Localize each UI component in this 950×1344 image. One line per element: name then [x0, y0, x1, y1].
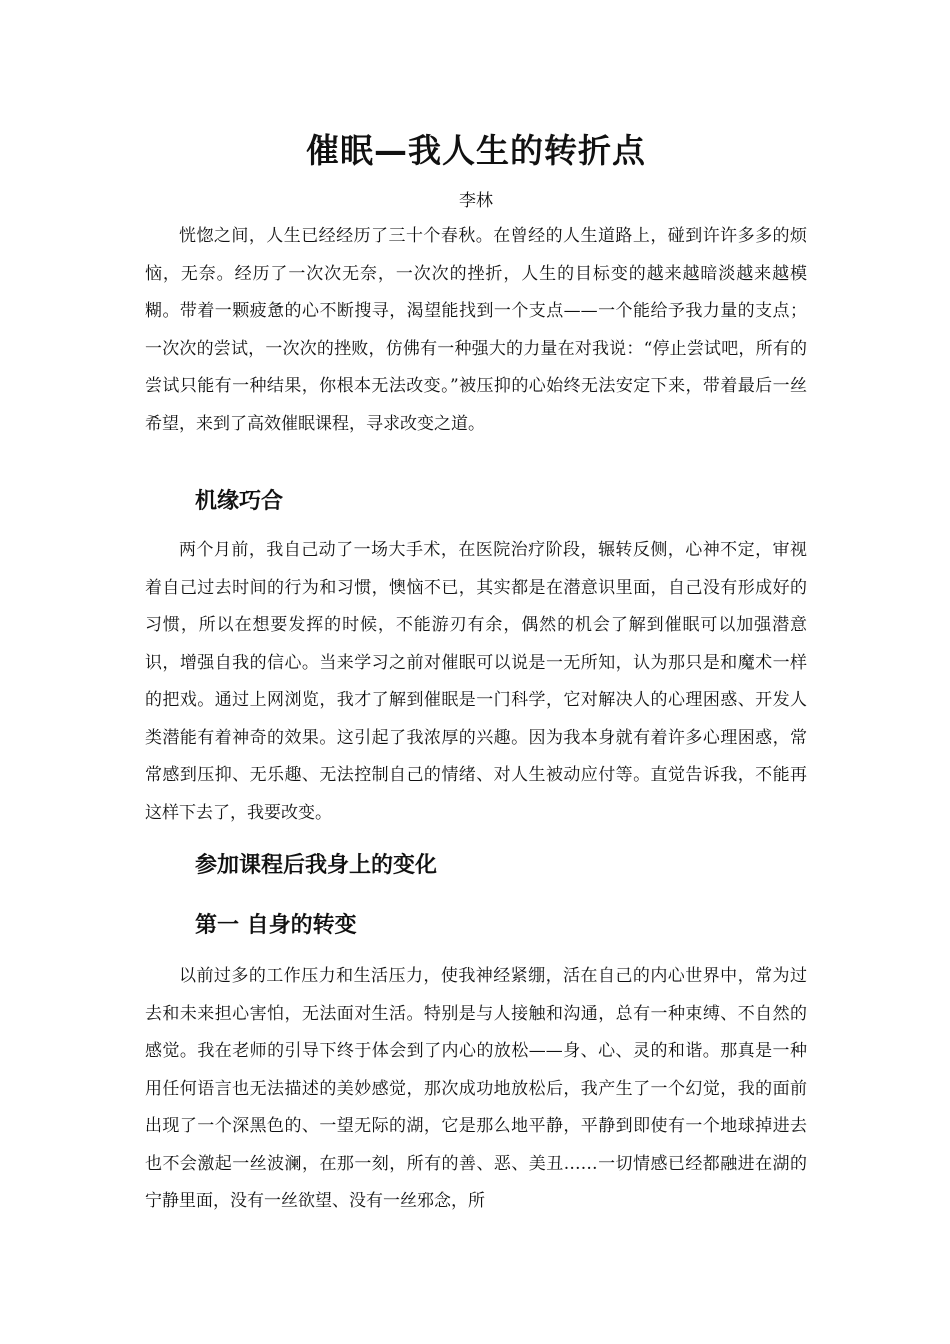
section-paragraph-self-change: 以前过多的工作压力和生活压力，使我神经紧绷，活在自己的内心世界中，常为过去和未来担心害怕，无法面对生活。特别是与人接触和沟通，总有一种束缚、不自然的感觉。我在老师的引导下终于体会到了内心的放松——身、心、灵的和谐。那真是一种用任何语言也无法描述的美妙感觉，那次成功地放松后，我产生了一个幻觉，我的面前出现了一个深黑色的、一望无际的湖，它是那么地平静，平静到即使有一个地球掉进去也不会激起一丝波澜，在那一刻，所有的善、恶、美丑……一切情感已经都融进在湖的宁静里面，没有一丝欲望、没有一丝邪念，所 [145, 966, 807, 1211]
section-heading-self-change: 第一 自身的转变 [195, 913, 357, 938]
section-heading-changes: 参加课程后我身上的变化 [195, 853, 438, 878]
intro-paragraph: 恍惚之间，人生已经经历了三十个春秋。在曾经的人生道路上，碰到许许多多的烦恼，无奈。经历了一次次无奈，一次次的挫折，人生的目标变的越来越暗淡越来越模糊。带着一颗疲惫的心不断搜寻，渴望能找到一个支点——一个能给予我力量的支点；一次次的尝试，一次次的挫败，仿佛有一种强大的力量在对我说：“停止尝试吧，所有的尝试只能有一种结果，你根本无法改变。”被压抑的心始终无法安定下来，带着最后一丝希望，来到了高效催眠课程，寻求改变之道。 [145, 226, 807, 434]
section-heading-chance: 机缘巧合 [195, 489, 284, 514]
section-paragraph-chance: 两个月前，我自己动了一场大手术，在医院治疗阶段，辗转反侧，心神不定，审视着自己过去时间的行为和习惯，懊恼不已，其实都是在潜意识里面，自己没有形成好的习惯，所以在想要发挥的时候，不能游刃有余，偶然的机会了解到催眠可以加强潜意识，增强自我的信心。当来学习之前对催眠可以说是一无所知，认为那只是和魔术一样的把戏。通过上网浏览，我才了解到催眠是一门科学，它对解决人的心理困惑、开发人类潜能有着神奇的效果。这引起了我浓厚的兴趣。因为我本身就有着许多心理困惑，常常感到压抑、无乐趣、无法控制自己的情绪、对人生被动应付等。直觉告诉我，不能再这样下去了，我要改变。 [145, 540, 807, 823]
document-title: 催眠—我人生的转折点 [306, 131, 646, 170]
document-page [145, 122, 807, 1221]
author-name: 李林 [459, 191, 493, 211]
